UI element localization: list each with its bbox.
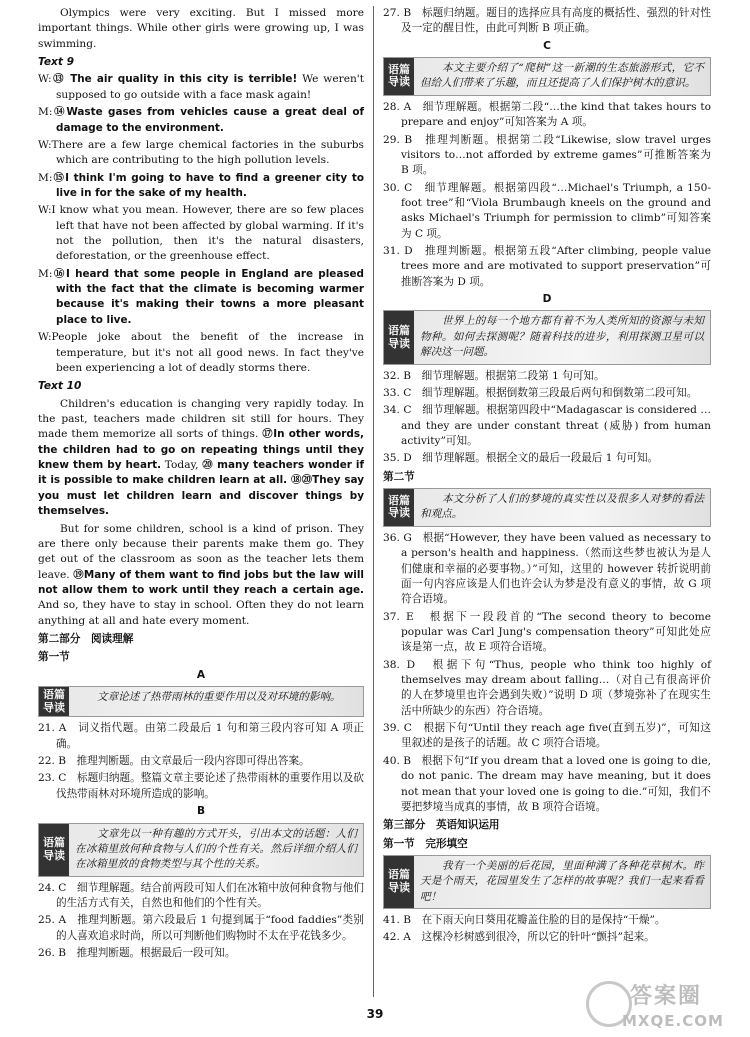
dialogue-text: We weren't supposed to go outside with a face mask again! [56, 73, 364, 101]
key-sentence: ⑲Many of them want to find jobs but the law will not allow them to work until they reach a certain age. [38, 568, 364, 596]
speaker-label: W: [38, 138, 52, 151]
guide-label-line2: 导读 [388, 75, 410, 89]
guide-box-section2 [383, 488, 711, 527]
passage-text: But for some children, school is a kind of prison. They are there only because their parents make them go. They get out of the classroom as soon as the teacher lets them leave. [38, 522, 364, 581]
dialogue-line [38, 267, 364, 328]
site-watermark [582, 979, 732, 1033]
answer-28: 28. A 细节理解题。根据第二段“…the kind that takes hours to prepare and enjoy”可知答案为 A 项。 [383, 100, 711, 129]
guide-text: 本文主要介绍了“爬树”这一新潮的生态旅游形式，它不但给人们带来了乐趣，而且还提高了人们保护树木的意识。 [420, 62, 704, 90]
passage-text: And so, they have to stay in school. Often they do not learn anything at all and hate every moment. [38, 599, 364, 627]
guide-label [384, 489, 414, 526]
section2-heading: 第二节 [383, 470, 415, 483]
answer-42: 42. A 这棵冷杉树感到很冷，所以它的针叶“颤抖”起来。 [383, 931, 655, 944]
guide-label-line1: 语篇 [388, 323, 410, 337]
text10-paragraph-1 [38, 397, 364, 520]
guide-label-line2: 导读 [388, 336, 410, 350]
paragraph-olympics: Olympics were very exciting. But I missed more important things. While other girls were growing up, I was swimming. [38, 7, 364, 50]
speaker-label: W: [38, 331, 52, 344]
guide-label-line2: 导读 [388, 881, 410, 894]
passage-text: Today, [161, 459, 203, 472]
guide-label-line1: 语篇 [43, 688, 65, 702]
guide-box-d [383, 310, 711, 364]
speaker-label: M: [38, 267, 53, 280]
guide-label-line2: 导读 [43, 700, 65, 714]
dialogue-text: People joke about the benefit of the increase in temperature, but it's not all good news. In fact they've been experiencing a lot of deadly storms there. [51, 331, 364, 374]
watermark-domain: MXQE.COM [622, 1012, 724, 1030]
guide-label-line1: 语篇 [388, 493, 410, 507]
guide-label [39, 824, 69, 876]
answer-40: 40. B 根据下句“If you dream that a loved one is going to die, do not panic. The dream may have meaning, but it does not mean that your loved one is going to die.”可知，我们不要把梦境当成真的事情，故 B 项符合语境。 [383, 754, 711, 813]
guide-box-a [38, 686, 364, 717]
answer-30: 30. C 细节理解题。根据第四段“…Michael's Triumph, a 150-foot tree”和“Viola Brumbaugh kneels on the ground and asks Michael's Triumph for permission to climb”可知答案为 C 项。 [383, 181, 711, 240]
key-sentence: ⑰In other words, the children had to go on repeating things until they knew them by heart. [38, 428, 364, 472]
passage-letter-a: A [196, 668, 206, 681]
answer-21: 21. A 词义指代题。由第二段最后 1 句和第三段内容可知 A 项正确。 [38, 722, 364, 750]
guide-text: 文章先以一种有趣的方式开头，引出本文的话题：人们在冰箱里放何种食物与人们的个性有关。然后详细介绍人们在冰箱里放的食物类型与其个性的关系。 [75, 827, 357, 871]
answer-38: 38. D 根据下句“Thus, people who think too highly of themselves may dream about falling…（对自己有很高评价的人在梦境里也许会遇到失败）”说明 D 项（梦境弥补了在现实生活中所缺少的东西）符合语境。 [383, 658, 711, 717]
answer-32: 32. B 细节理解题。根据第二段第 1 句可知。 [383, 369, 605, 382]
key-sentence: ⑬ The air quality in this city is terrible! [51, 73, 298, 86]
speaker-label: M: [38, 106, 53, 119]
column-divider [373, 6, 374, 997]
guide-label [39, 687, 69, 716]
left-column [38, 6, 364, 997]
answer-31: 31. D 推理判断题。根据第五段“After climbing, people value trees more and are motivated to support preservation”可推断答案为 D 项。 [383, 245, 711, 288]
watermark-text: 答案圈 [630, 984, 703, 1009]
guide-label [384, 856, 414, 908]
answer-22: 22. B 推理判断题。由文章最后一段内容即可得出答案。 [38, 755, 310, 768]
guide-text: 世界上的每一个地方都有着不为人类所知的资源与未知物种。如何去探测呢？随着科技的进步，利用探测卫星可以解决这一问题。 [420, 315, 704, 359]
guide-text: 文章论述了热带雨林的重要作用以及对环境的影响。 [97, 691, 341, 704]
text10-paragraph-2 [38, 522, 364, 630]
text10-heading: Text 10 [38, 380, 82, 393]
guide-box-c [383, 57, 711, 96]
part2-heading: 第二部分 阅读理解 [38, 633, 134, 646]
guide-label-line1: 语篇 [388, 868, 410, 882]
dialogue-text: I know what you mean. However, there are so few places left that have not been affected by global warming. If it's not the pollution, then it's the natural disasters, deforestation, or the greenhouse effect. [51, 204, 364, 263]
right-column [383, 6, 711, 997]
passage-letter-c: C [543, 39, 551, 52]
key-sentence: ⑯I heard that some people in England are pleased with the fact that the climate is becoming warmer because it's making their towns a more pleasant place to live. [52, 267, 364, 326]
dialogue-line [38, 330, 364, 376]
guide-label [384, 58, 414, 95]
passage-letter-b: B [196, 805, 206, 818]
guide-box-b [38, 823, 364, 877]
key-sentence: ⑳ many teachers wonder if it is possible to make children learn at all. ⑱⑳They say you must let children learn and discover things by themselves. [38, 459, 365, 518]
answer-39: 39. C 根据下句“Until they reach age five(直到五岁)”，可知这里叙述的是孩子的话题。故 C 项符合语境。 [383, 722, 711, 750]
section1-heading: 第一节 [38, 651, 70, 664]
answer-34: 34. C 细节理解题。根据第四段中“Madagascar is considered …and they are under constant threat (威胁) from human activity”可知。 [383, 404, 711, 447]
answer-26: 26. B 推理判断题。根据最后一段可知。 [38, 947, 236, 960]
dialogue-line [38, 171, 364, 202]
guide-label-line1: 语篇 [388, 62, 410, 76]
answer-29: 29. B 推理判断题。根据第二段“Likewise, slow travel urges visitors to…not afforded by extreme games”可推断答案为 B 项。 [383, 133, 711, 177]
answer-25: 25. A 推理判断题。第六段最后 1 句提到属于“food faddies”类别的人喜欢追求时尚，所以可判断他们购物时不太在乎花钱多少。 [38, 914, 364, 942]
guide-box-cloze [383, 855, 711, 909]
answer-33: 33. C 细节理解题。根据倒数第三段最后两句和倒数第二段可知。 [383, 386, 698, 399]
speaker-label: W: [38, 204, 52, 217]
key-sentence: ⑮I think I'm going to have to find a greener city to live in for the sake of my health. [52, 171, 364, 199]
dialogue-line [38, 203, 364, 264]
guide-text: 我有一个美丽的后花园，里面种满了各种花草树木。昨天是个雨天，花园里发生了怎样的故事呢？我们一起来看看吧！ [420, 859, 704, 903]
passage-letter-d: D [542, 293, 552, 306]
answer-24: 24. C 细节理解题。结合前两段可知人们在冰箱中放何种食物与他们的生活方式有关，自然也和他们的个性有关。 [38, 881, 364, 909]
part3-heading: 第三部分 英语知识运用 [383, 819, 500, 832]
guide-label-line2: 导读 [388, 506, 410, 520]
section3-heading: 第一节 完形填空 [383, 837, 468, 850]
answer-37: 37. E 根据下一段段首的“The second theory to become popular was Carl Jung's compensation theory”可知此处应该是第一点，故 E 项符合语境。 [383, 610, 711, 654]
dialogue-line [38, 72, 364, 103]
answer-41: 41. B 在下雨天向日葵用花瓣盖住脸的目的是保持“干燥”。 [383, 914, 666, 927]
key-sentence: ⑭Waste gases from vehicles cause a great deal of damage to the environment. [52, 106, 364, 134]
dialogue-line [38, 105, 364, 136]
text9-heading: Text 9 [38, 56, 75, 69]
answer-23: 23. C 标题归纳题。整篇文章主要论述了热带雨林的重要作用以及砍伐热带雨林对环境所造成的影响。 [38, 772, 364, 800]
answer-27: 27. B 标题归纳题。题目的选择应具有高度的概括性、强烈的针对性及一定的醒目性，由此可判断 B 项正确。 [383, 7, 711, 35]
guide-label-line2: 导读 [43, 848, 65, 862]
answer-35: 35. D 细节理解题。根据全文的最后一段最后 1 句可知。 [383, 452, 659, 465]
dialogue-line [38, 138, 364, 169]
guide-text: 本文分析了人们的梦境的真实性以及很多人对梦的看法和观点。 [420, 493, 704, 521]
dialogue-text: There are a few large chemical factories in the suburbs which are contributing to the high pollution levels. [51, 138, 364, 167]
passage-text: Children's education is changing very rapidly today. In the past, teachers made children sit still for hours. They made them memorize all sorts of things. [38, 397, 364, 441]
answer-36: 36. G 根据“However, they have been valued as necessary to a person's health and happiness.（然而这些梦也被认为是人们健康和幸福的必要事物。）”可知，这里的 however 转折说明前面一句内容应该是人们也许会认为梦是没有意义的事情，故 G 项符合语境。 [383, 531, 711, 606]
guide-label [384, 311, 414, 363]
page-number: 39 [366, 1006, 384, 1021]
speaker-label: W: [38, 73, 52, 86]
speaker-label: M: [38, 171, 53, 184]
guide-label-line1: 语篇 [43, 835, 65, 849]
